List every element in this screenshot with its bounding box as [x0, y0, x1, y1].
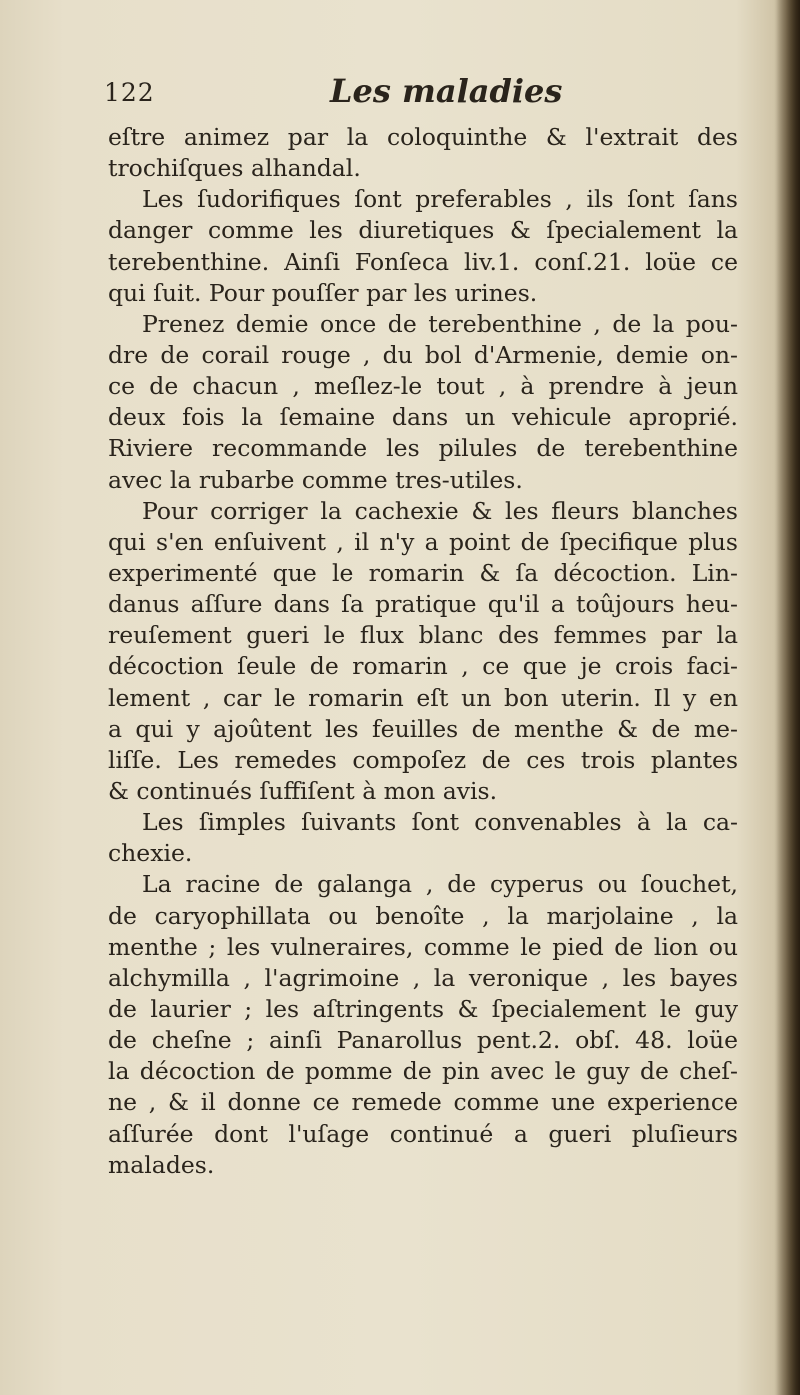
- text-line: de laurier ; les aſtringents & ſpecialement le guy: [108, 994, 738, 1023]
- text-line: alchymilla , l'agrimoine , la veronique , les bayes: [108, 963, 738, 992]
- text-line: terebenthine. Ainſi Fonſeca liv.1. conſ.21. loüe ce: [108, 247, 738, 276]
- text-line: liſſe. Les remedes compoſez de ces trois plantes: [108, 745, 738, 774]
- text-line: trochiſques alhandal.: [108, 154, 361, 183]
- text-line: ne , & il donne ce remede comme une experience: [108, 1088, 738, 1117]
- text-line: qui s'en enſuivent , il n'y a point de ſpecifique plus: [108, 527, 738, 556]
- text-line: a qui y ajoûtent les feuilles de menthe & de me-: [108, 714, 738, 743]
- text-line: experimenté que le romarin & ſa décoction. Lin-: [108, 558, 738, 587]
- text-line: danger comme les diuretiques & ſpecialement la: [108, 216, 738, 245]
- text-line: deux fois la ſemaine dans un vehicule aproprié.: [108, 403, 738, 432]
- text-line: de cheſne ; ainſi Panarollus pent.2. obſ. 48. loüe: [108, 1026, 738, 1055]
- binding-gutter-shadow: [774, 0, 800, 1395]
- text-line: de caryophillata ou benoîte , la marjolaine , la: [108, 901, 738, 930]
- text-line: décoction ſeule de romarin , ce que je crois faci-: [108, 652, 738, 681]
- text-line: avec la rubarbe comme tres-utiles.: [108, 465, 523, 494]
- page-number: 122: [104, 78, 155, 107]
- text-line: lement , car le romarin eſt un bon uterin. Il y en: [108, 683, 738, 712]
- text-line: ce de chacun , meſlez-le tout , à prendre à jeun: [108, 372, 738, 401]
- running-head: [104, 72, 744, 112]
- text-line: aſſurée dont l'uſage continué a gueri pluſieurs: [108, 1119, 738, 1148]
- text-line: & continués ſuffiſent à mon avis.: [108, 776, 498, 805]
- text-line: Pour corriger la cachexie & les fleurs blanches: [142, 496, 738, 525]
- text-line: la décoction de pomme de pin avec le guy de cheſ-: [108, 1057, 738, 1086]
- running-title: Les maladies: [330, 72, 563, 110]
- text-line: danus aſſure dans ſa pratique qu'il a toûjours heu-: [108, 590, 738, 619]
- text-line: dre de corail rouge , du bol d'Armenie, demie on-: [108, 340, 738, 369]
- text-line: Prenez demie once de terebenthine , de la pou-: [142, 309, 738, 338]
- text-line: Riviere recommande les pilules de terebenthine: [108, 434, 738, 463]
- text-line: Les ſudorifiques ſont preferables , ils ſont ſans: [142, 185, 738, 214]
- text-line: chexie.: [108, 839, 193, 868]
- text-line: eſtre animez par la coloquinthe & l'extrait des: [108, 123, 738, 151]
- text-line: malades.: [108, 1150, 215, 1179]
- text-line: menthe ; les vulneraires, comme le pied de lion ou: [108, 932, 738, 961]
- text-line: La racine de galanga , de cyperus ou ſouchet,: [142, 870, 738, 899]
- text-line: reuſement gueri le flux blanc des femmes par la: [108, 621, 738, 650]
- text-line: qui ſuit. Pour pouſſer par les urines.: [108, 278, 538, 307]
- body-text: [108, 122, 738, 1181]
- text-line: Les ſimples ſuivants ſont convenables à la ca-: [142, 808, 738, 837]
